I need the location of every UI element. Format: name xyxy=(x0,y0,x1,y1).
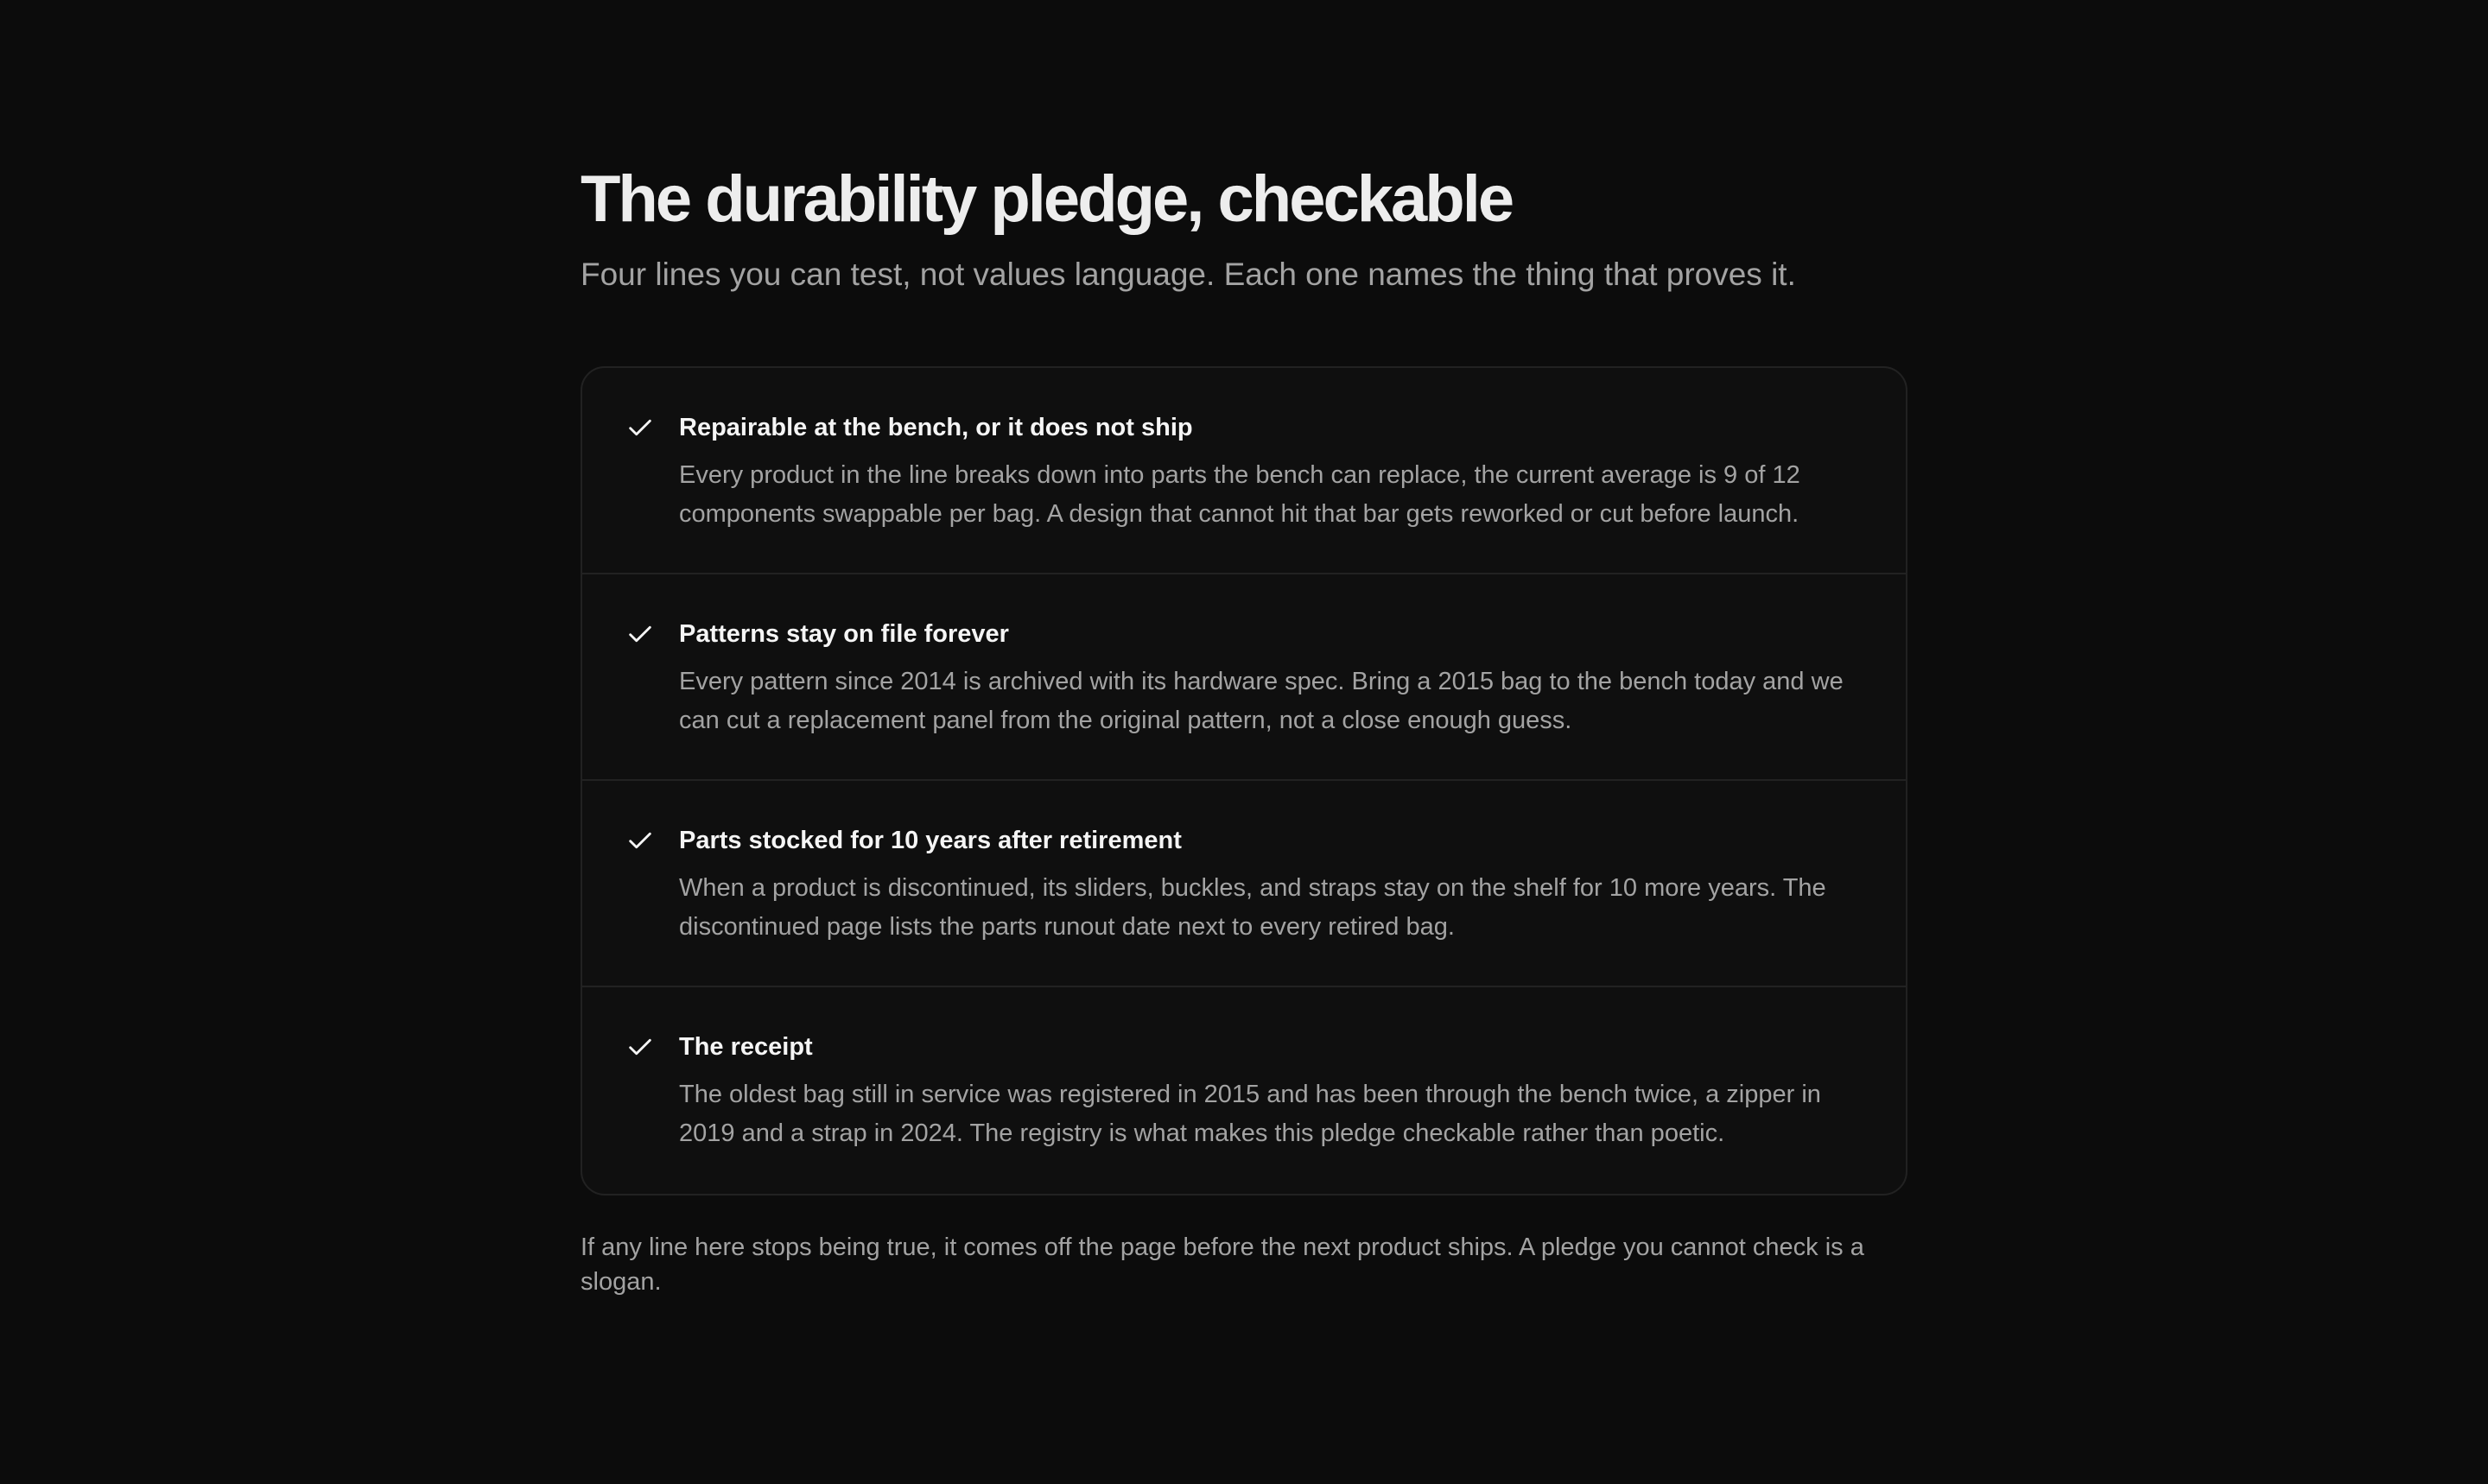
pledge-body: The oldest bag still in service was registered in 2015 and has been through the bench twice, a zipper in 2019 and a strap in 2024. The registry is what makes this pledge checkable rather than poetic. xyxy=(679,1081,1821,1147)
pledge-item-receipt xyxy=(582,987,1906,1194)
pledge-title: Parts stocked for 10 years after retirement xyxy=(679,827,1182,854)
pledge-list xyxy=(581,366,1907,1195)
pledge-body: Every product in the line breaks down into parts the bench can replace, the current average is 9 of 12 components swappable per bag. A design that cannot hit that bar gets reworked or cut before launch. xyxy=(679,461,1800,528)
footnote: If any line here stops being true, it comes off the page before the next product ships. A pledge you cannot check is a slogan. xyxy=(581,1233,1864,1296)
pledge-item-repairable xyxy=(582,368,1906,574)
check-icon xyxy=(625,826,655,855)
page-title: The durability pledge, checkable xyxy=(581,162,1513,236)
pledge-title: Repairable at the bench, or it does not ship xyxy=(679,414,1193,441)
pledge-body: Every pattern since 2014 is archived with its hardware spec. Bring a 2015 bag to the bench today and we can cut a replacement panel from the original pattern, not a close enough guess. xyxy=(679,668,1844,734)
pledge-title: The receipt xyxy=(679,1033,813,1061)
check-icon xyxy=(625,1032,655,1062)
pledge-item-parts-stocked xyxy=(582,781,1906,987)
check-icon xyxy=(625,413,655,442)
pledge-body: When a product is discontinued, its sliders, buckles, and straps stay on the shelf for 10 more years. The discontinued page lists the parts runout date next to every retired bag. xyxy=(679,874,1826,941)
check-icon xyxy=(625,619,655,649)
pledge-item-patterns xyxy=(582,574,1906,781)
pledge-section xyxy=(581,161,1907,1299)
page-subtitle: Four lines you can test, not values language. Each one names the thing that proves it. xyxy=(581,257,1796,292)
pledge-title: Patterns stay on file forever xyxy=(679,620,1009,648)
